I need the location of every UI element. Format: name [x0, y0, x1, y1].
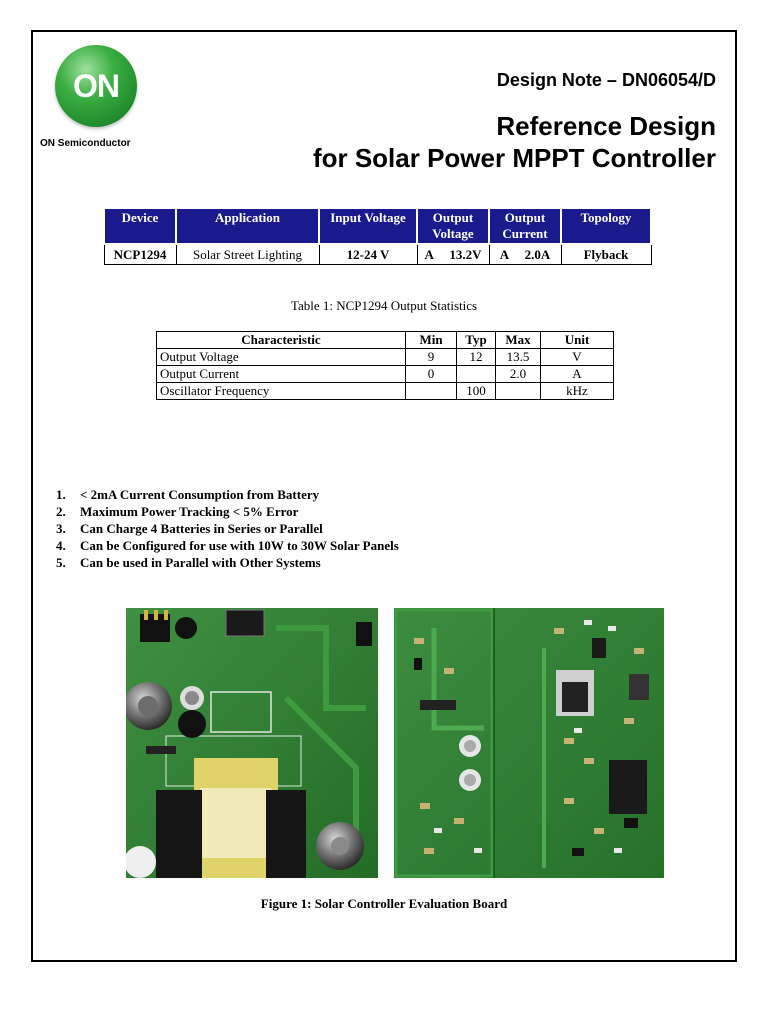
stats-header-typ: Typ [457, 332, 496, 349]
feature-text: Maximum Power Tracking < 5% Error [80, 504, 299, 519]
feature-list [56, 486, 399, 571]
stats-cell [406, 383, 457, 400]
stats-cell: 0 [406, 366, 457, 383]
spec-cell-output-voltage: A 13.2V [417, 244, 489, 265]
stats-cell: Output Voltage [157, 349, 406, 366]
spec-table-header-row [104, 208, 651, 244]
feature-item [56, 554, 399, 571]
spec-cell-output-current: A 2.0A [489, 244, 561, 265]
stats-header-max: Max [496, 332, 541, 349]
stats-cell: 13.5 [496, 349, 541, 366]
stats-cell: Oscillator Frequency [157, 383, 406, 400]
feature-item [56, 503, 399, 520]
stats-cell: 9 [406, 349, 457, 366]
on-semi-logo [55, 45, 137, 127]
title-line-1: Reference Design [496, 111, 716, 141]
spec-header-topology: Topology [561, 208, 651, 244]
stats-cell: 12 [457, 349, 496, 366]
stats-cell: Output Current [157, 366, 406, 383]
feature-number: 3. [56, 521, 66, 536]
stats-header-min: Min [406, 332, 457, 349]
title-line-2: for Solar Power MPPT Controller [312, 143, 716, 173]
spec-cell-application: Solar Street Lighting [176, 244, 319, 265]
stats-table-row [157, 366, 614, 383]
feature-number: 4. [56, 538, 66, 553]
logo-text: ON [73, 68, 119, 104]
design-note-number: Design Note – DN06054/D [496, 70, 716, 90]
stats-cell: 100 [457, 383, 496, 400]
stats-cell: A [541, 366, 614, 383]
stats-header-unit: Unit [541, 332, 614, 349]
spec-header-output-voltage: Output Voltage [417, 208, 489, 244]
stats-cell: 2.0 [496, 366, 541, 383]
company-name: ON Semiconductor [40, 138, 131, 149]
spec-cell-device: NCP1294 [104, 244, 176, 265]
feature-text: Can be Configured for use with 10W to 30W Solar Panels [80, 538, 399, 553]
feature-item [56, 486, 399, 503]
spec-header-output-current: Output Current [489, 208, 561, 244]
document-title [313, 110, 716, 174]
stats-cell [496, 383, 541, 400]
stats-table [156, 331, 614, 400]
spec-header-application: Application [176, 208, 319, 244]
spec-table-row [104, 244, 651, 265]
feature-item [56, 520, 399, 537]
board-bottom-side-drawing [394, 608, 664, 878]
stats-header-characteristic: Characteristic [157, 332, 406, 349]
figure-caption: Figure 1: Solar Controller Evaluation Board [260, 896, 508, 911]
spec-header-device: Device [104, 208, 176, 244]
stats-cell [457, 366, 496, 383]
feature-text: < 2mA Current Consumption from Battery [80, 487, 320, 502]
stats-table-row [157, 349, 614, 366]
feature-number: 2. [56, 504, 66, 519]
stats-table-row [157, 383, 614, 400]
spec-table [103, 207, 652, 265]
feature-number: 1. [56, 487, 66, 502]
spec-cell-input-voltage: 12-24 V [319, 244, 417, 265]
stats-table-caption: Table 1: NCP1294 Output Statistics [290, 298, 478, 313]
spec-header-input-voltage: Input Voltage [319, 208, 417, 244]
spec-cell-topology: Flyback [561, 244, 651, 265]
feature-item [56, 537, 399, 554]
stats-cell: V [541, 349, 614, 366]
board-photo-bottom-side [394, 608, 664, 878]
stats-cell: kHz [541, 383, 614, 400]
feature-text: Can be used in Parallel with Other Systems [80, 555, 321, 570]
feature-number: 5. [56, 555, 66, 570]
board-top-side-drawing [126, 608, 378, 878]
feature-text: Can Charge 4 Batteries in Series or Parallel [80, 521, 323, 536]
stats-table-header-row [157, 332, 614, 349]
board-photo-top-side [126, 608, 378, 878]
